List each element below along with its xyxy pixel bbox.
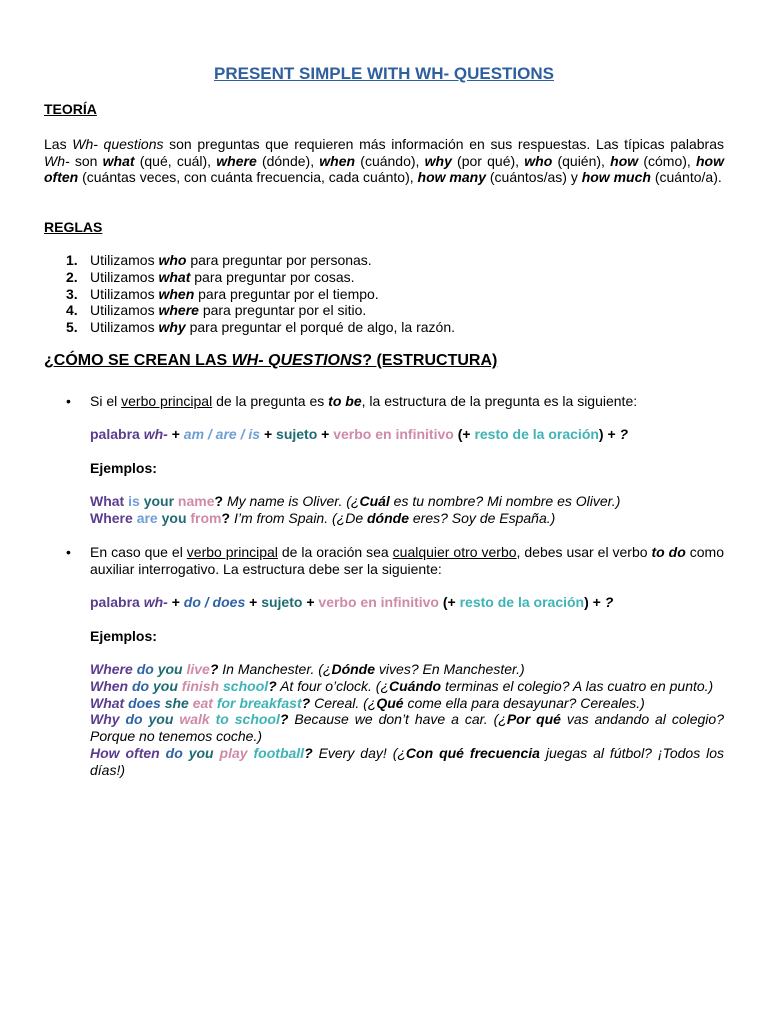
text-run: how	[610, 152, 639, 169]
text-run: son preguntas que requieren más información en sus respuestas. Las típicas palabras	[163, 136, 724, 152]
text-run: do / does	[183, 594, 246, 610]
text-run: En caso que el	[90, 544, 187, 560]
page-title: PRESENT SIMPLE WITH WH- QUESTIONS	[213, 64, 554, 83]
text-run: why	[424, 152, 452, 169]
rule-item: 1. Utilizamos who para preguntar por personas.	[66, 252, 372, 268]
rule-item: 5. Utilizamos why para preguntar el porqué de algo, la razón.	[66, 319, 455, 336]
text-run: juegas al fútbol? ¡Todos los días!)	[90, 744, 725, 778]
text-run: Por qué	[506, 711, 561, 728]
bullet-icon: •	[66, 544, 71, 560]
example-line	[90, 745, 724, 779]
bullet-text	[90, 544, 724, 578]
text-run: how many	[417, 169, 486, 186]
text-run: where	[216, 152, 257, 169]
text-run: you	[148, 711, 180, 728]
text-run: (cuándo),	[355, 152, 425, 169]
reglas-list	[44, 252, 455, 336]
text-run: ?	[214, 493, 224, 509]
text-run: to do	[651, 544, 686, 560]
text-run: when	[319, 152, 356, 169]
text-run: Wh-	[44, 152, 70, 169]
text-run: (por qué),	[451, 152, 525, 169]
text-run: verbo principal	[121, 393, 213, 409]
text-run: school	[223, 677, 269, 694]
text-run: vas andando al colegio? Porque no tenemos coche.)	[90, 711, 724, 745]
text-run: you	[157, 661, 187, 677]
text-run: (+	[438, 594, 460, 610]
text-run: ?	[604, 594, 614, 610]
text-run: come ella para desayunar? Cereales.)	[403, 694, 645, 711]
reglas-heading: REGLAS	[44, 219, 103, 235]
text-run: son	[69, 152, 103, 169]
text-run: What	[90, 493, 129, 509]
text-run: de la pregunta es	[212, 393, 329, 409]
text-run: (cuántos/as) y	[486, 169, 582, 186]
text-run: for breakfast	[216, 694, 302, 711]
text-run: ?	[301, 694, 311, 711]
text-run: do	[125, 711, 149, 728]
text-run: Every day! (¿	[312, 744, 406, 761]
text-run: am / are / is	[183, 426, 261, 442]
text-run: resto de la oración	[474, 426, 599, 442]
text-run: (+	[453, 426, 475, 442]
text-run: Qué	[376, 694, 404, 711]
text-run: At four o’clock. (¿	[276, 677, 389, 694]
bullet-to-do	[66, 544, 724, 578]
text-run: ?	[304, 744, 313, 761]
text-run: (cómo),	[638, 152, 696, 169]
bullet-text	[90, 393, 724, 410]
text-run: ) +	[584, 594, 605, 610]
text-run: Where	[90, 510, 137, 526]
example-line	[90, 678, 724, 695]
text-run: ) +	[598, 426, 620, 442]
text-run: (quién),	[552, 152, 611, 169]
text-run: Cereal. (¿	[310, 694, 377, 711]
text-run: Where	[90, 661, 137, 677]
text-run: Why	[90, 711, 126, 728]
text-run: como auxiliar interrogativo. La estructura debe ser la siguiente:	[90, 544, 724, 577]
text-run: My name is Oliver. (¿	[223, 493, 360, 509]
text-run: es tu nombre? Mi nombre es Oliver.)	[389, 493, 621, 509]
text-run: dónde	[367, 510, 409, 526]
rule-item: 2. Utilizamos what para preguntar por cosas.	[66, 268, 355, 285]
text-run: you	[188, 744, 220, 761]
text-run: ?	[619, 426, 629, 442]
text-run: Cuál	[359, 493, 390, 509]
text-run: verbo en infinitivo	[318, 594, 439, 610]
example-line	[90, 711, 724, 745]
text-run: Si el	[90, 393, 122, 409]
text-run: how often	[44, 152, 724, 186]
text-run: Cuándo	[389, 677, 442, 694]
text-run: (qué, cuál),	[134, 152, 217, 169]
text-run: verbo en infinitivo	[333, 426, 454, 442]
examples-block	[90, 661, 724, 779]
text-run: from	[190, 510, 222, 526]
text-run: live	[186, 661, 210, 677]
rule-item: 3. Utilizamos when para preguntar por el tiempo.	[66, 285, 379, 302]
example-line	[90, 510, 724, 527]
bullet-to-be	[66, 393, 724, 410]
text-run: In Manchester. (¿	[218, 661, 332, 677]
bullet-icon: •	[66, 393, 71, 409]
formula-to-do	[90, 594, 724, 611]
text-run: do	[132, 677, 153, 694]
teoria-heading: TEORÍA	[44, 101, 97, 117]
text-run: who	[524, 152, 553, 169]
text-run: How often	[90, 744, 166, 761]
rule-item: 4. Utilizamos where para preguntar por el sitio.	[66, 302, 367, 319]
text-run: what	[102, 152, 135, 169]
text-run: I’m from Spain. (¿De	[230, 510, 367, 526]
text-run: ? (ESTRUCTURA)	[362, 352, 498, 369]
text-run: eres? Soy de España.)	[409, 510, 556, 526]
text-run: +	[245, 594, 262, 610]
text-run: play	[219, 744, 254, 761]
text-run: ¿CÓMO SE CREAN LAS	[44, 352, 232, 369]
text-run: Con qué frecuencia	[405, 744, 540, 761]
example-line	[90, 695, 724, 712]
text-run: palabra	[90, 594, 144, 610]
text-run: sujeto	[276, 426, 318, 442]
text-run: name	[177, 493, 215, 509]
text-run: Wh- questions	[72, 136, 164, 152]
text-run: to be	[328, 393, 362, 409]
text-run: does	[128, 694, 165, 711]
text-run: terminas el colegio? A las cuatro en punto.)	[441, 677, 714, 694]
estructura-heading	[44, 352, 497, 370]
text-run: When	[90, 677, 132, 694]
text-run: she	[164, 694, 193, 711]
text-run: to school	[215, 711, 280, 728]
text-run: ?	[221, 510, 231, 526]
text-run: eat	[192, 694, 217, 711]
ejemplos-label: Ejemplos:	[90, 628, 157, 644]
example-line	[90, 493, 724, 510]
text-run: your	[143, 493, 178, 509]
text-run: is	[128, 493, 144, 509]
text-run: +	[167, 426, 184, 442]
text-run: vives? En Manchester.)	[375, 661, 525, 677]
text-run: wh-	[143, 594, 168, 610]
text-run: What	[90, 694, 129, 711]
text-run: ?	[209, 661, 219, 677]
text-run: walk	[179, 711, 216, 728]
text-run: how much	[581, 169, 651, 186]
text-run: finish	[181, 677, 224, 694]
text-run: +	[167, 594, 184, 610]
text-run: +	[317, 426, 334, 442]
text-run: cualquier otro verbo	[392, 544, 517, 560]
text-run: football	[253, 744, 305, 761]
text-run: wh-	[143, 426, 168, 442]
text-run: resto de la oración	[459, 594, 585, 610]
text-run: Because we don’t have a car. (¿	[288, 711, 507, 728]
text-run: ?	[279, 711, 289, 728]
text-run: de la oración sea	[277, 544, 393, 560]
text-run: you	[153, 677, 182, 694]
text-run: Dónde	[331, 661, 376, 677]
text-run: do	[165, 744, 189, 761]
text-run: WH- QUESTIONS	[231, 352, 363, 369]
text-run: palabra	[90, 426, 144, 442]
text-run: , la estructura de la pregunta es la siguiente:	[361, 393, 638, 409]
text-run: do	[136, 661, 158, 677]
text-run: +	[260, 426, 277, 442]
text-run: , debes usar el verbo	[516, 544, 652, 560]
example-line	[90, 661, 724, 678]
text-run: (dónde),	[256, 152, 320, 169]
text-run: Las	[44, 136, 73, 152]
text-run: (cuánto/a).	[650, 169, 722, 186]
text-run: (cuántas veces, con cuánta frecuencia, cada cuánto),	[78, 169, 418, 186]
text-run: verbo principal	[186, 544, 278, 560]
text-run: ?	[268, 677, 277, 694]
text-run: +	[302, 594, 319, 610]
formula-to-be	[90, 426, 724, 443]
ejemplos-label: Ejemplos:	[90, 460, 157, 476]
text-run: sujeto	[261, 594, 303, 610]
teoria-paragraph	[44, 136, 724, 186]
text-run: you	[161, 510, 191, 526]
text-run: are	[136, 510, 162, 526]
